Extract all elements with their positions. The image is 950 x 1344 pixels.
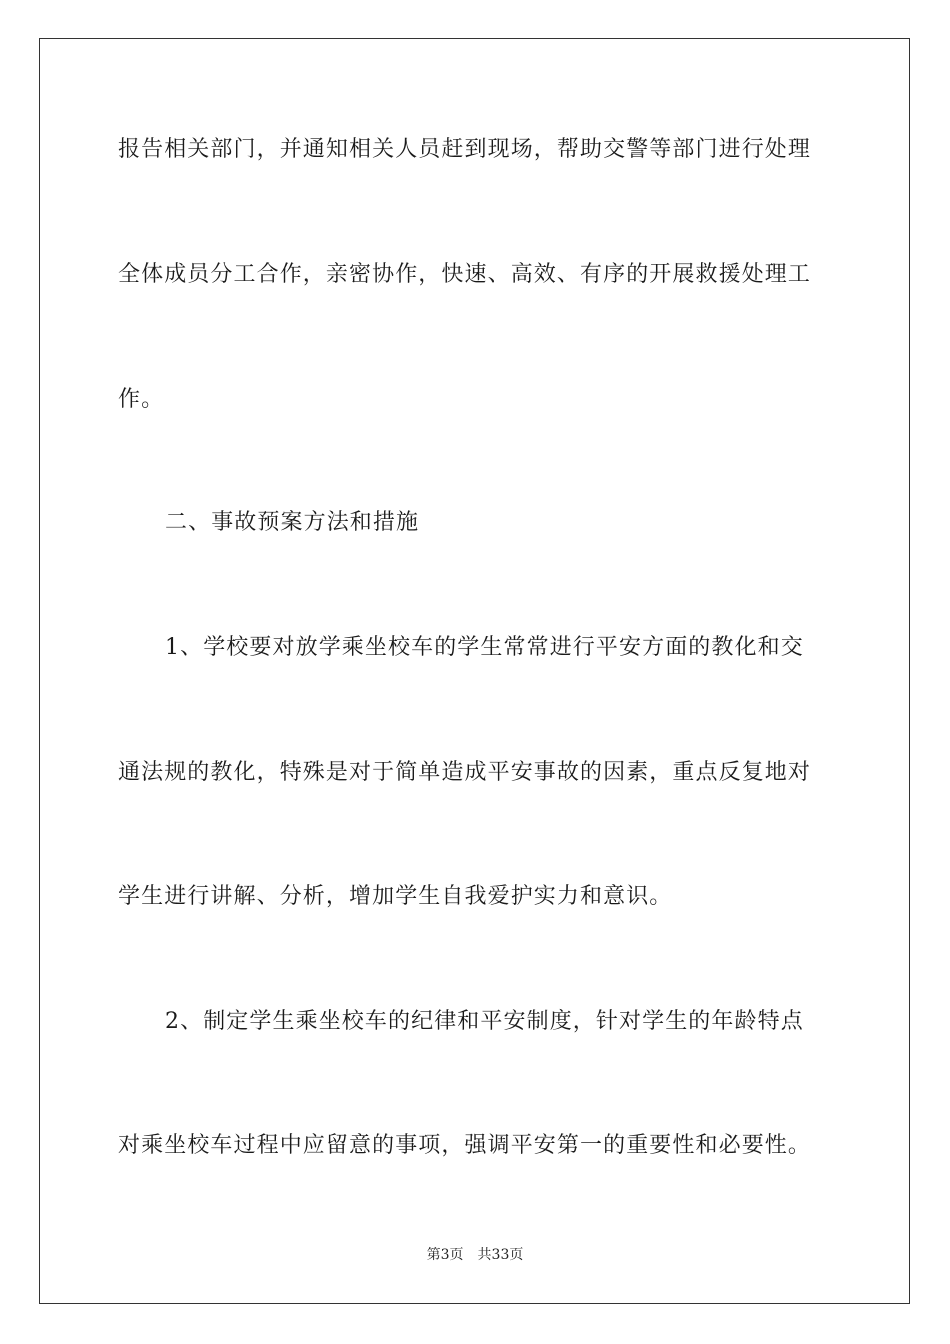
paragraph-line: 学生进行讲解、分析，增加学生自我爱护实力和意识。: [118, 884, 673, 909]
paragraph-line: 1、学校要对放学乘坐校车的学生常常进行平安方面的教化和交: [165, 635, 804, 660]
paragraph-line: 通法规的教化，特殊是对于简单造成平安事故的因素，重点反复地对: [118, 760, 812, 785]
section-heading: 二、事故预案方法和措施: [165, 510, 420, 535]
paragraph-line: 作。: [118, 387, 165, 412]
paragraph-line: 全体成员分工合作，亲密协作，快速、高效、有序的开展救援处理工: [118, 262, 812, 287]
page-total: 共33页: [477, 1247, 524, 1263]
paragraph-line: 报告相关部门，并通知相关人员赶到现场，帮助交警等部门进行处理: [118, 137, 812, 162]
paragraph-line: 2、制定学生乘坐校车的纪律和平安制度，针对学生的年龄特点: [165, 1009, 804, 1034]
page-number: 第3页: [426, 1247, 464, 1263]
page-footer: [0, 1246, 950, 1264]
paragraph-line: 对乘坐校车过程中应留意的事项，强调平安第一的重要性和必要性。: [118, 1133, 812, 1158]
page-frame: [39, 38, 910, 1304]
